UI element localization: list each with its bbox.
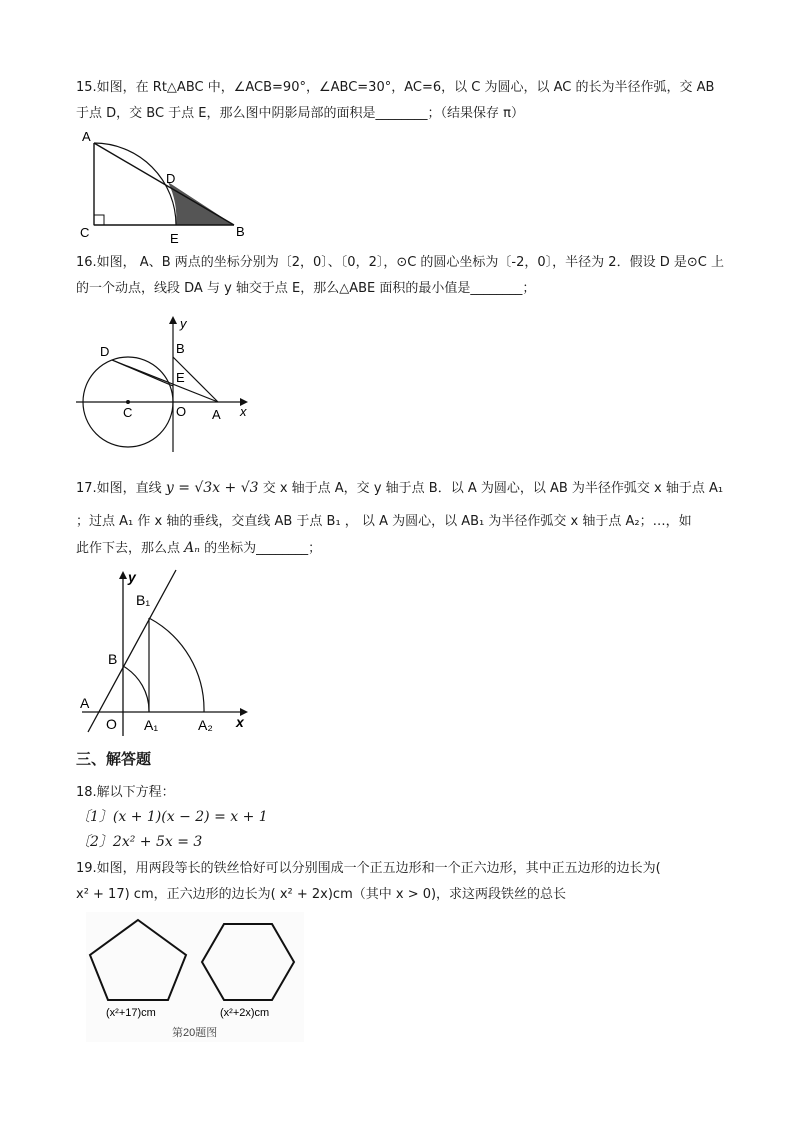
q17-label-y: y xyxy=(128,569,136,585)
q19-pentagon-label: (x²+17)cm xyxy=(106,1007,156,1019)
q17-label-b1: B₁ xyxy=(136,592,151,608)
question-17-line-3 xyxy=(76,535,726,562)
q16-label-b: B xyxy=(176,341,185,356)
question-19-line-2: x² + 17) cm，正六边形的边长为( x² + 2x)cm（其中 x > 0)，求这两段铁丝的总长 xyxy=(76,887,567,902)
q17-label-a1: A₁ xyxy=(144,717,159,733)
q17-label-a2: A₂ xyxy=(198,717,213,733)
q15-right-angle-mark xyxy=(94,215,104,225)
q16-tangent-line xyxy=(112,360,173,386)
question-18-eq1 xyxy=(76,804,726,831)
q16-label-x: x xyxy=(240,404,247,419)
q16-label-d: D xyxy=(100,344,110,359)
q15-label-a: A xyxy=(82,129,91,144)
q16-label-y: y xyxy=(180,316,187,331)
q15-side-ab xyxy=(94,143,234,225)
section-heading: 三、解答题 xyxy=(76,750,152,768)
q17-line1-end: 交 x 轴于点 A，交 y 轴于点 B．以 A 为圆心，以 AB 为半径作弧交 x 轴于点 A₁ xyxy=(262,481,724,496)
q17-formula: y = √3x + √3 xyxy=(165,480,259,496)
q16-figure xyxy=(72,312,262,454)
question-18-eq2 xyxy=(76,829,726,856)
question-17-line-2: ；过点 A₁ 作 x 轴的垂线，交直线 AB 于点 B₁ ， 以 A 为圆心，以 AB₁ 为半径作弧交 x 轴于点 A₂；…，如 xyxy=(76,514,692,529)
question-16-text: 16.如图， A、B 两点的坐标分别为〔2，0〕、〔0，2〕，⊙C 的圆心坐标为〔-2，0〕，半径为 2．假设 D 是⊙C 上的一个动点，线段 DA 与 y 轴交于点 E，那么△ABE 面积的最小值是________； xyxy=(76,255,724,296)
q17-line1-start: 17.如图，直线 xyxy=(76,481,162,496)
q18-equation-1: 〔1〕(x + 1)(x − 2) = x + 1 xyxy=(76,809,268,825)
q17-arc-1 xyxy=(123,666,149,712)
q16-label-o: O xyxy=(176,404,187,419)
q19-hexagon-label: (x²+2x)cm xyxy=(220,1007,270,1019)
question-15-text: 15.如图，在 Rt△ABC 中，∠ACB=90°，∠ABC=30°，AC=6，以 C 为圆心，以 AC 的长为半径作弧，交 AB 于点 D，交 BC 于点 E，那么图中阴影局部的面积是________；（结果保存 π） xyxy=(76,80,715,121)
q16-label-c: C xyxy=(123,405,133,420)
q15-label-d: D xyxy=(166,171,176,186)
q16-label-e: E xyxy=(176,370,185,385)
q16-label-a: A xyxy=(212,407,221,422)
q15-label-b: B xyxy=(236,224,245,239)
question-18-title: 18.解以下方程： xyxy=(76,785,175,800)
q17-label-o: O xyxy=(106,716,117,732)
q15-figure xyxy=(76,128,256,250)
q16-point-c xyxy=(126,400,130,404)
q17-line3-start: 此作下去，那么点 xyxy=(76,541,181,556)
q19-figure-caption: 第20题图 xyxy=(172,1027,218,1039)
q17-label-x: x xyxy=(236,714,244,730)
q17-line-ab xyxy=(88,570,176,732)
q17-point-an: Aₙ xyxy=(184,540,200,556)
q16-y-arrow xyxy=(169,316,177,324)
q18-equation-2: 〔2〕2x² + 5x = 3 xyxy=(76,834,203,850)
q15-label-e: E xyxy=(170,231,179,246)
q17-label-b: B xyxy=(108,651,118,667)
question-19-line-1: 19.如图，用两段等长的铁丝恰好可以分别围成一个正五边形和一个正六边形，其中正五边形的边长为( xyxy=(76,861,661,876)
q17-y-arrow xyxy=(119,571,127,579)
q17-label-a: A xyxy=(80,695,90,711)
q19-figure-background xyxy=(86,912,304,1042)
q17-arc-2 xyxy=(149,618,204,712)
q17-figure xyxy=(76,566,256,742)
q15-label-c: C xyxy=(80,225,90,240)
q19-figure xyxy=(86,912,304,1042)
q17-line3-end: 的坐标为________； xyxy=(204,541,322,556)
question-17-line-1 xyxy=(76,475,726,502)
